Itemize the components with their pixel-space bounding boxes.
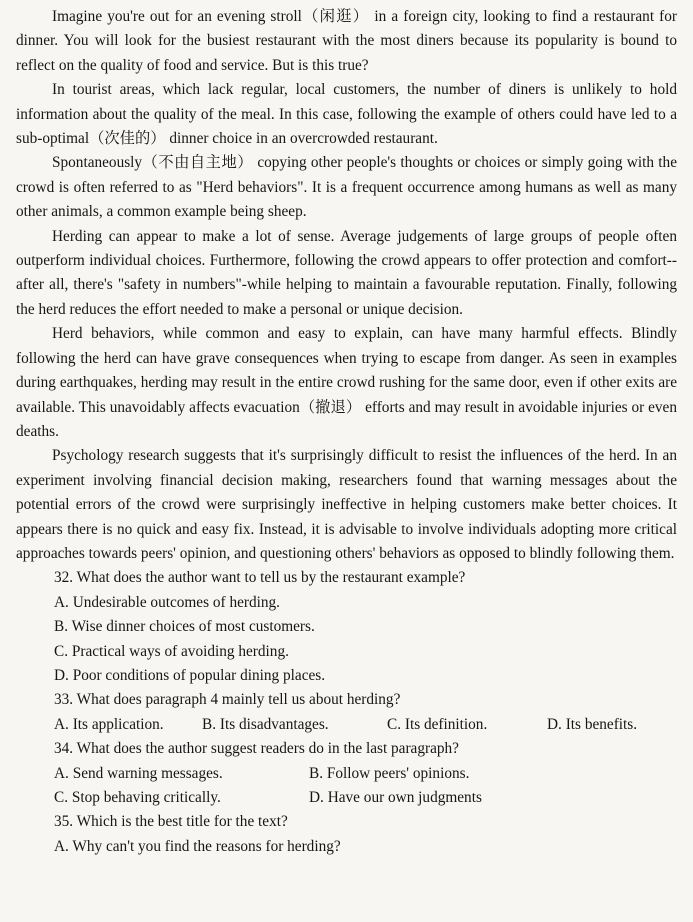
question-33-option-b: B. Its disadvantages. [202,715,329,733]
question-34-option-b: B. Follow peers' opinions. [309,764,470,782]
question-35-stem: 35. Which is the best title for the text? [54,813,288,831]
question-33-option-c: C. Its definition. [387,715,488,733]
question-34-option-d: D. Have our own judgments [309,789,482,806]
paragraph-2: In tourist areas, which lack regular, local customers, the number of diners is unlikely to hold information about the quality of the meal. In this case, following the example of others could have led to a sub-optimal（次佳的） dinner choice in an overcrowded restaurant. [16,81,677,148]
question-list [16,566,677,859]
paragraph-4: Herding can appear to make a lot of sense. Average judgements of large groups of people often outperform individual choices. Furthermore, following the crowd appears to offer protection and comfort--after all, there's "safety in numbers"-while helping to maintain a favourable reputation. Finally, following the herd reduces the effort needed to make a personal or unique decision. [16,227,677,318]
question-32-option-c: C. Practical ways of avoiding herding. [54,642,289,660]
paragraph-1: Imagine you're out for an evening stroll（闲逛） in a foreign city, looking to find a restaurant for dinner. You will look for the busiest restaurant with the most diners because its popularity is bound to reflect on the quality of food and service. But is this true? [16,8,677,74]
passage [16,5,677,566]
paragraph-6: Psychology research suggests that it's surprisingly difficult to resist the influences of the herd. In an experiment involving financial decision making, researchers found that warning messages about the potential errors of the crowd were surprisingly ineffective in helping customers make better choices. It appears there is no quick and easy fix. Instead, it is advisable to involve individuals adopting more critical approaches towards peers' opinion, and questioning others' behaviors as opposed to blindly following them. [16,447,677,562]
question-32-option-a: A. Undesirable outcomes of herding. [54,593,280,611]
paragraph-5: Herd behaviors, while common and easy to explain, can have many harmful effects. Blindly following the herd can have grave consequences when trying to escape from danger. As seen in examples during earthquakes, herding may result in the entire crowd rushing for the same door, even if other exits are available. This unavoidably affects evacuation（撤退） efforts and may result in avoidable injuries or even deaths. [16,325,677,440]
question-32-option-b: B. Wise dinner choices of most customers. [54,618,315,636]
question-35-option-a: A. Why can't you find the reasons for herding? [54,837,341,855]
question-32-option-d: D. Poor conditions of popular dining places. [54,666,326,684]
question-33-option-d: D. Its benefits. [547,715,638,733]
question-33-option-a: A. Its application. [54,715,164,733]
question-33-options [16,713,677,737]
question-34-options-row-1 [16,762,677,786]
question-34-option-c: C. Stop behaving critically. [54,789,221,806]
question-32-stem: 32. What does the author want to tell us by the restaurant example? [54,569,466,587]
paragraph-3: Spontaneously（不由自主地） copying other people's thoughts or choices or simply going with the crowd is often referred to as "Herd behaviors". It is a frequent occurrence among humans as well as many other animals, a common example being sheep. [16,154,677,221]
question-34-stem: 34. What does the author suggest readers do in the last paragraph? [54,740,459,758]
question-34-option-a: A. Send warning messages. [54,764,223,782]
question-34-options-row-2 [16,786,677,810]
question-33-stem: 33. What does paragraph 4 mainly tell us about herding? [54,691,401,709]
